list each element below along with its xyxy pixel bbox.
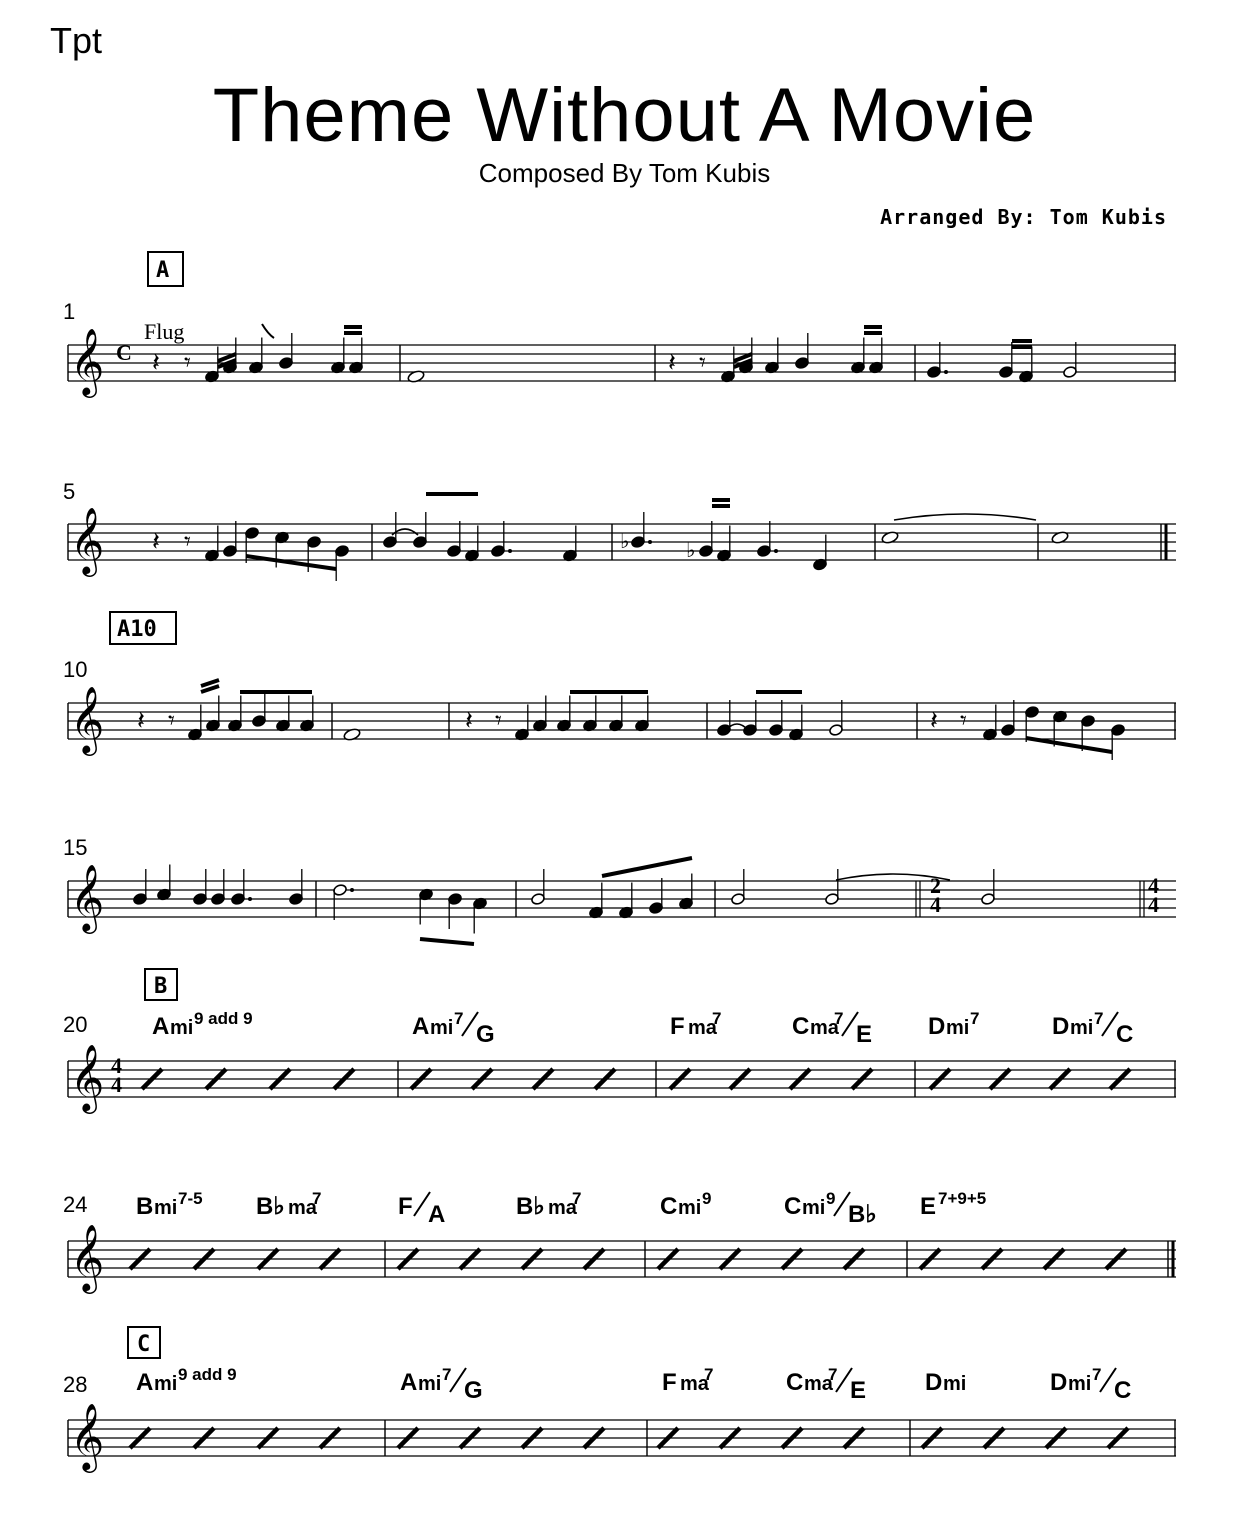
- eighth-rest-icon: 𝄾: [699, 348, 706, 378]
- staff-system: [68, 1043, 1176, 1114]
- chord-symbol: [920, 1189, 986, 1220]
- tie: [894, 514, 1036, 520]
- svg-text:A: A: [412, 1013, 430, 1040]
- svg-text:7: 7: [572, 1189, 582, 1208]
- chord-symbol: [256, 1189, 321, 1220]
- svg-text:7: 7: [1092, 1365, 1102, 1384]
- staff-system: [68, 1223, 1176, 1294]
- flat-icon: ♭: [686, 538, 696, 562]
- measure-number: 15: [63, 835, 88, 860]
- svg-text:C: C: [1116, 1021, 1134, 1048]
- chord-symbol: [516, 1189, 581, 1220]
- quarter-rest-icon: 𝄽: [152, 527, 160, 557]
- dot: [508, 549, 512, 553]
- svg-text:F: F: [670, 1013, 685, 1040]
- svg-text:C: C: [792, 1013, 810, 1040]
- chord-symbols: [136, 1009, 1133, 1404]
- eighth-rest-icon: 𝄾: [184, 348, 191, 378]
- svg-text:C: C: [786, 1369, 804, 1396]
- svg-text:9 add 9: 9 add 9: [194, 1009, 253, 1028]
- rehearsal-mark-a10: [110, 612, 176, 644]
- chord-symbol: [400, 1365, 483, 1404]
- chord-symbol: [784, 1189, 877, 1228]
- svg-text:9: 9: [702, 1189, 712, 1208]
- svg-text:7: 7: [828, 1365, 838, 1384]
- svg-text:9: 9: [826, 1189, 836, 1208]
- chord-symbol: [136, 1365, 237, 1396]
- svg-text:E: E: [850, 1377, 867, 1404]
- beam: [420, 939, 474, 944]
- svg-text:mi: mi: [678, 1197, 702, 1219]
- svg-text:mi: mi: [943, 1373, 967, 1395]
- chord-symbol: [1050, 1365, 1131, 1404]
- svg-text:7: 7: [834, 1009, 844, 1028]
- svg-text:B: B: [136, 1193, 154, 1220]
- measure-number: 5: [63, 479, 76, 504]
- measure-number: 28: [63, 1372, 88, 1397]
- common-time-signature: C: [116, 340, 132, 365]
- dot: [350, 888, 354, 892]
- svg-text:D: D: [1052, 1013, 1070, 1040]
- svg-text:9 add 9: 9 add 9: [178, 1365, 237, 1384]
- svg-text:7-5: 7-5: [178, 1189, 203, 1208]
- chord-symbol: [136, 1189, 203, 1220]
- svg-text:A: A: [156, 258, 170, 283]
- svg-text:7+9+5: 7+9+5: [938, 1189, 987, 1208]
- chord-symbol: [925, 1369, 966, 1396]
- svg-text:mi: mi: [430, 1017, 454, 1039]
- instrument-cue: Flug: [144, 319, 185, 344]
- svg-text:ma: ma: [288, 1197, 317, 1219]
- svg-text:ma: ma: [680, 1373, 709, 1395]
- treble-clef-icon: 𝄞: [70, 1223, 105, 1291]
- svg-text:C: C: [784, 1193, 802, 1220]
- chord-symbol: [786, 1365, 866, 1404]
- beam: [246, 556, 336, 569]
- svg-text:mi: mi: [1070, 1017, 1094, 1039]
- svg-text:mi: mi: [170, 1017, 194, 1039]
- chord-symbol: [670, 1009, 721, 1040]
- svg-text:4: 4: [1148, 892, 1159, 917]
- eighth-rest-icon: 𝄾: [184, 527, 191, 557]
- svg-text:7: 7: [312, 1189, 322, 1208]
- svg-text:7: 7: [1094, 1009, 1104, 1028]
- svg-text:7: 7: [442, 1365, 452, 1384]
- beam: [602, 858, 692, 876]
- measure-number: 24: [63, 1192, 88, 1217]
- svg-text:B♭: B♭: [848, 1201, 877, 1228]
- svg-text:D: D: [928, 1013, 946, 1040]
- svg-text:mi: mi: [802, 1197, 826, 1219]
- svg-text:A: A: [152, 1013, 170, 1040]
- svg-text:mi: mi: [1068, 1373, 1092, 1395]
- svg-text:4: 4: [111, 1072, 122, 1097]
- song-title: Theme Without A Movie: [212, 73, 1037, 158]
- time-signature-4-4: [111, 1053, 122, 1097]
- svg-text:A: A: [136, 1369, 154, 1396]
- chord-symbol: [1052, 1009, 1133, 1048]
- eighth-rest-icon: 𝄾: [168, 706, 175, 736]
- chord-symbol: [152, 1009, 253, 1040]
- quarter-rest-icon: 𝄽: [668, 348, 676, 378]
- svg-text:4: 4: [930, 892, 941, 917]
- svg-text:mi: mi: [418, 1373, 442, 1395]
- beam: [1026, 738, 1112, 752]
- eighth-rest-icon: 𝄾: [495, 706, 502, 736]
- svg-text:mi: mi: [154, 1373, 178, 1395]
- svg-text:D: D: [925, 1369, 943, 1396]
- arranger-credit: Arranged By: Tom Kubis: [880, 205, 1167, 229]
- dot: [774, 549, 778, 553]
- chord-symbol: [412, 1009, 495, 1048]
- treble-clef-icon: 𝄞: [70, 1043, 105, 1111]
- svg-text:C: C: [137, 1332, 151, 1357]
- svg-text:E: E: [856, 1021, 873, 1048]
- svg-text:ma: ma: [548, 1197, 577, 1219]
- svg-text:ma: ma: [810, 1017, 839, 1039]
- treble-clef-icon: 𝄞: [70, 506, 105, 574]
- quarter-rest-icon: 𝄽: [152, 348, 160, 378]
- svg-text:B♭: B♭: [516, 1193, 545, 1220]
- measure-number: 10: [63, 657, 88, 682]
- treble-clef-icon: 𝄞: [70, 863, 105, 931]
- svg-text:A: A: [428, 1201, 446, 1228]
- chord-symbol: [660, 1189, 711, 1220]
- treble-clef-icon: 𝄞: [70, 1402, 105, 1470]
- time-signature-2-4: [930, 873, 941, 917]
- svg-text:2: 2: [930, 873, 941, 898]
- rehearsal-mark-b: [145, 969, 177, 1000]
- chord-symbol: [928, 1009, 979, 1040]
- svg-text:7: 7: [454, 1009, 464, 1028]
- svg-text:7: 7: [712, 1009, 722, 1028]
- svg-text:B♭: B♭: [256, 1193, 285, 1220]
- time-signature-4-4-end: [1148, 873, 1159, 917]
- composer-credit: Composed By Tom Kubis: [478, 158, 771, 188]
- dot: [648, 540, 652, 544]
- svg-text:F: F: [398, 1193, 413, 1220]
- svg-text:G: G: [476, 1021, 495, 1048]
- measure-number: 20: [63, 1012, 88, 1037]
- svg-text:B: B: [154, 974, 168, 999]
- svg-text:A10: A10: [117, 617, 157, 642]
- svg-text:A: A: [400, 1369, 418, 1396]
- svg-text:G: G: [464, 1377, 483, 1404]
- chord-symbol: [792, 1009, 872, 1048]
- quarter-rest-icon: 𝄽: [465, 706, 473, 736]
- chord-symbol: [662, 1365, 713, 1396]
- svg-text:F: F: [662, 1369, 677, 1396]
- svg-text:4: 4: [111, 1053, 122, 1078]
- svg-text:C: C: [660, 1193, 678, 1220]
- notation-marks: [130, 324, 1130, 1448]
- chord-symbol: [398, 1192, 445, 1228]
- svg-text:mi: mi: [154, 1197, 178, 1219]
- svg-text:C: C: [1114, 1377, 1132, 1404]
- staff-system: [68, 1402, 1176, 1473]
- flat-icon: ♭: [620, 529, 630, 553]
- svg-text:4: 4: [1148, 873, 1159, 898]
- flag: [262, 324, 274, 338]
- svg-text:D: D: [1050, 1369, 1068, 1396]
- rehearsal-mark-a: [148, 252, 183, 286]
- measure-number: 1: [63, 299, 76, 324]
- quarter-rest-icon: 𝄽: [137, 706, 145, 736]
- treble-clef-icon: 𝄞: [70, 685, 105, 753]
- svg-text:7: 7: [704, 1365, 714, 1384]
- svg-text:ma: ma: [804, 1373, 833, 1395]
- dot: [944, 370, 948, 374]
- part-name: Tpt: [50, 20, 103, 61]
- dot: [248, 897, 252, 901]
- svg-text:E: E: [920, 1193, 937, 1220]
- treble-clef-icon: 𝄞: [70, 327, 105, 395]
- svg-text:ma: ma: [688, 1017, 717, 1039]
- rehearsal-mark-c: [128, 1327, 160, 1358]
- quarter-rest-icon: 𝄽: [930, 706, 938, 736]
- svg-text:mi: mi: [946, 1017, 970, 1039]
- eighth-rest-icon: 𝄾: [960, 706, 967, 736]
- svg-text:7: 7: [970, 1009, 980, 1028]
